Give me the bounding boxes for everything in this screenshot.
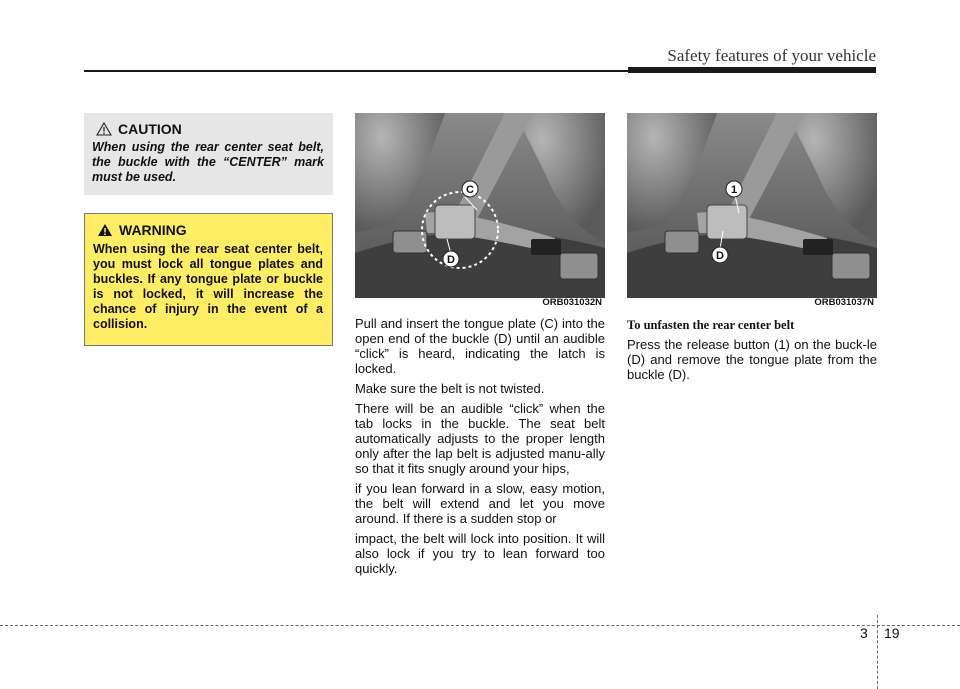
callout-d-label-2: D [716,250,724,262]
footer-page-separator [877,615,878,689]
fasten-paragraph-5: impact, the belt will lock into position. It will also lock if you try to lean forward too quickly. [355,531,605,576]
header-accent-bar [628,67,876,73]
warning-box [84,213,333,346]
warning-heading [97,222,323,238]
callout-c-label: C [466,184,474,196]
section-title: Safety features of your vehicle [667,46,876,65]
seatbelt-release-illustration [627,113,877,310]
figure-code-2: ORB031037N [814,297,874,308]
fasten-paragraph-3: There will be an audible “click” when the tab locks in the buckle. The seat belt automatically adjusts to the proper length only after the lap belt is adjusted manu-ally so that it fits snugly around your hips, [355,401,605,476]
page-number: 19 [884,625,900,641]
fasten-paragraph-1: Pull and insert the tongue plate (C) into the open end of the buckle (D) until an audible “click” is heard, indicating the latch is locked. [355,316,605,376]
seatbelt-release-photo [627,113,877,310]
chapter-number: 3 [860,625,868,641]
fasten-paragraph-4: if you lean forward in a slow, easy motion, the belt will extend and let you move around. If there is a sudden stop or [355,481,605,526]
warning-label: WARNING [119,222,187,238]
fasten-instructions [355,316,605,581]
unfasten-paragraph: Press the release button (1) on the buck-le (D) and remove the tongue plate from the buckle (D). [627,337,877,382]
warning-text: When using the rear seat center belt, you must lock all tongue plates and buckles. If any tongue plate or buckle is not locked, it will increase the chance of injury in the event of a collision. [93,242,323,331]
warning-triangle-icon [97,223,113,237]
caution-label: CAUTION [118,121,182,137]
seatbelt-fasten-illustration [355,113,605,310]
seatbelt-fasten-photo [355,113,605,310]
caution-box [84,113,333,195]
callout-1-label: 1 [730,184,738,196]
footer-divider [0,625,960,626]
unfasten-instructions [627,318,877,387]
callout-d-label: D [447,254,455,266]
figure-code: ORB031032N [542,297,602,308]
caution-heading [96,121,324,137]
caution-triangle-icon [96,122,112,136]
fasten-paragraph-2: Make sure the belt is not twisted. [355,381,545,396]
unfasten-heading: To unfasten the rear center belt [627,318,795,332]
caution-text: When using the rear center seat belt, the buckle with the “CENTER” mark must be used. [92,140,324,184]
